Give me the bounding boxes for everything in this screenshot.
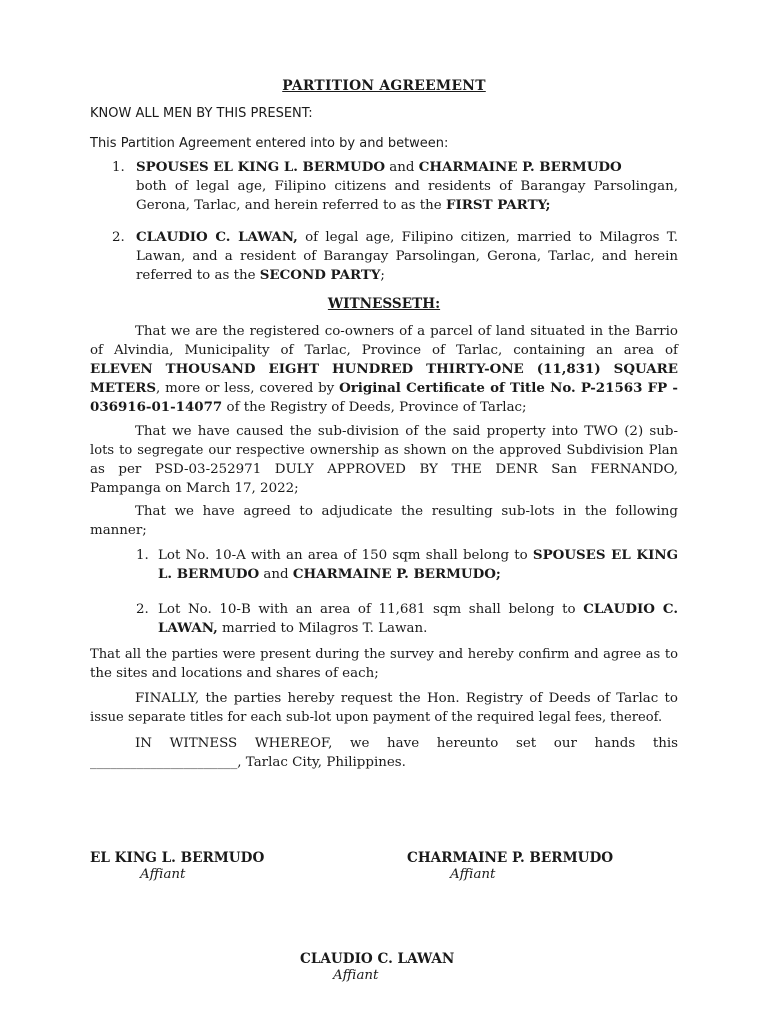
witnesseth-heading: WITNESSETH:: [327, 296, 441, 312]
party-2-line-2: Lawan, and a resident of Barangay Parsolingan, Gerona, Tarlac, and herein: [136, 249, 678, 264]
party-1-line-2: both of legal age, Filipino citizens and residents of Barangay Parsolingan,: [136, 179, 678, 194]
lot-number: 2.: [136, 602, 149, 617]
paragraph-subdivision: That we have caused the sub-division of the said property into TWO (2) sub- lots to segregate our respective ownership as shown on the approved Subdivision Plan as per PSD-03-252971 DULY APPROVED BY THE DENR San FERNANDO, Pampanga on March 17, 2022;: [90, 424, 678, 496]
paragraph-survey: That all the parties were present during the survey and hereby confirm and agree as to the sites and locations and shares of each;: [90, 647, 678, 681]
intro-line: This Partition Agreement entered into by and between:: [90, 136, 449, 151]
signatory-name: CHARMAINE P. BERMUDO: [407, 850, 614, 866]
signatory-name: CLAUDIO C. LAWAN: [300, 951, 455, 967]
date-blank: ______________________: [90, 755, 238, 770]
party-number: 1.: [112, 160, 125, 175]
signatory-name: EL KING L. BERMUDO: [90, 850, 265, 866]
signatory-role: Affiant: [140, 867, 186, 882]
document-title: PARTITION AGREEMENT: [282, 78, 486, 94]
signatory-role: Affiant: [333, 968, 379, 983]
party-2-line-3: referred to as the SECOND PARTY;: [136, 267, 385, 283]
paragraph-coowners: That we are the registered co-owners of a parcel of land situated in the Barrio of Alvindia, Municipality of Tarlac, Province of Tarlac, containing an area of ELEVEN THOUSAND EIGHT HUNDRED THIRTY-ONE (11,831) SQUARE METERS, more or less, covered by Original Certificate of Title No. P-21563 FP - 036916-01-14077 of the Registry of Deeds, Province of Tarlac;: [90, 324, 678, 415]
signatory-role: Affiant: [450, 867, 496, 882]
paragraph-witness: IN WITNESS WHEREOF, we have hereunto set our hands this ______________________, Tarlac City, Philippines.: [90, 736, 678, 770]
paragraph-request: FINALLY, the parties hereby request the Hon. Registry of Deeds of Tarlac to issue separate titles for each sub-lot upon payment of the required legal fees, thereof.: [90, 691, 678, 725]
paragraph-adjudicate: That we have agreed to adjudicate the resulting sub-lots in the following manner;: [90, 504, 678, 538]
party-number: 2.: [112, 230, 125, 245]
lot-number: 1.: [136, 548, 149, 563]
party-1-line-3: Gerona, Tarlac, and herein referred to as the FIRST PARTY;: [136, 197, 551, 213]
party-2-line-1: CLAUDIO C. LAWAN, of legal age, Filipino citizen, married to Milagros T.: [136, 229, 679, 245]
opening-line: KNOW ALL MEN BY THIS PRESENT:: [90, 106, 313, 121]
party-1-line-1: SPOUSES EL KING L. BERMUDO and CHARMAINE P. BERMUDO: [136, 159, 622, 175]
